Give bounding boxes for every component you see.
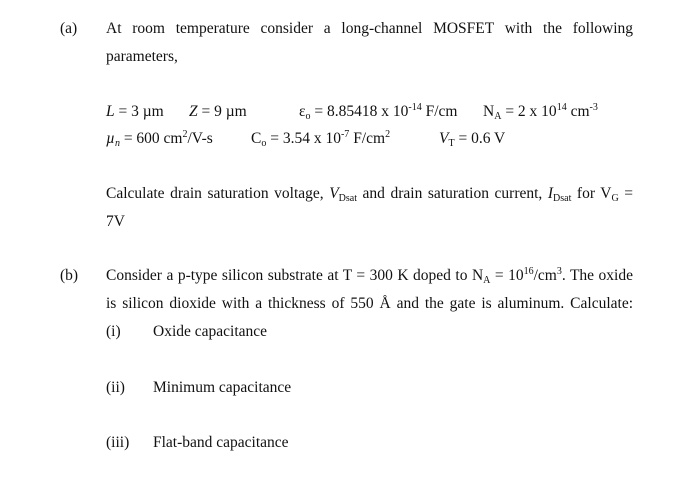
param-mobility: µ$_n$ = 600 $cm^2/V-s$	[106, 129, 213, 149]
item-ii-text: Minimum capacitance	[153, 379, 292, 396]
part-a-intro-line2: parameters,	[106, 48, 178, 65]
param-doping: $N_A = 2$ x $10^{14}$ $cm^{-3}$	[483, 102, 598, 122]
part-a-question-line2: 7V	[106, 213, 125, 230]
part-a-label: (a)	[60, 20, 78, 37]
param-length: L = 3 µm	[106, 103, 164, 120]
item-iii-text: Flat-band capacitance	[153, 434, 289, 451]
part-b-label: (b)	[60, 267, 79, 284]
part-a-intro-line1: At room temperature consider a long-channel MOSFET with the following	[106, 20, 633, 37]
part-b-line1: Consider a p-type silicon substrate at T = 300 K doped to $N_A = 10^{16}/cm^3$. The oxide	[106, 266, 633, 286]
param-width: Z = 9 µm	[189, 103, 247, 120]
item-iii-number: (iii)	[106, 434, 130, 451]
item-i-text: Oxide capacitance	[153, 323, 268, 340]
param-threshold-voltage: $V_T = 0.6$ V	[439, 130, 506, 149]
param-oxide-capacitance: $C_o = 3.54$ x $10^{-7}$ $F/cm^2$	[251, 129, 391, 149]
item-ii-number: (ii)	[106, 379, 125, 396]
param-permittivity: $\varepsilon_o = 8.85418$ x $10^{-14}$ F/cm	[299, 102, 458, 122]
part-a-question-line1: Calculate drain saturation voltage, $V_{Dsat}$ and drain saturation current, $I_{Dsat}$ for $V_G$ =	[106, 185, 633, 204]
item-i-number: (i)	[106, 323, 121, 340]
part-b-line2: is silicon dioxide with a thickness of 550 Å and the gate is aluminum. Calculate:	[106, 295, 633, 312]
